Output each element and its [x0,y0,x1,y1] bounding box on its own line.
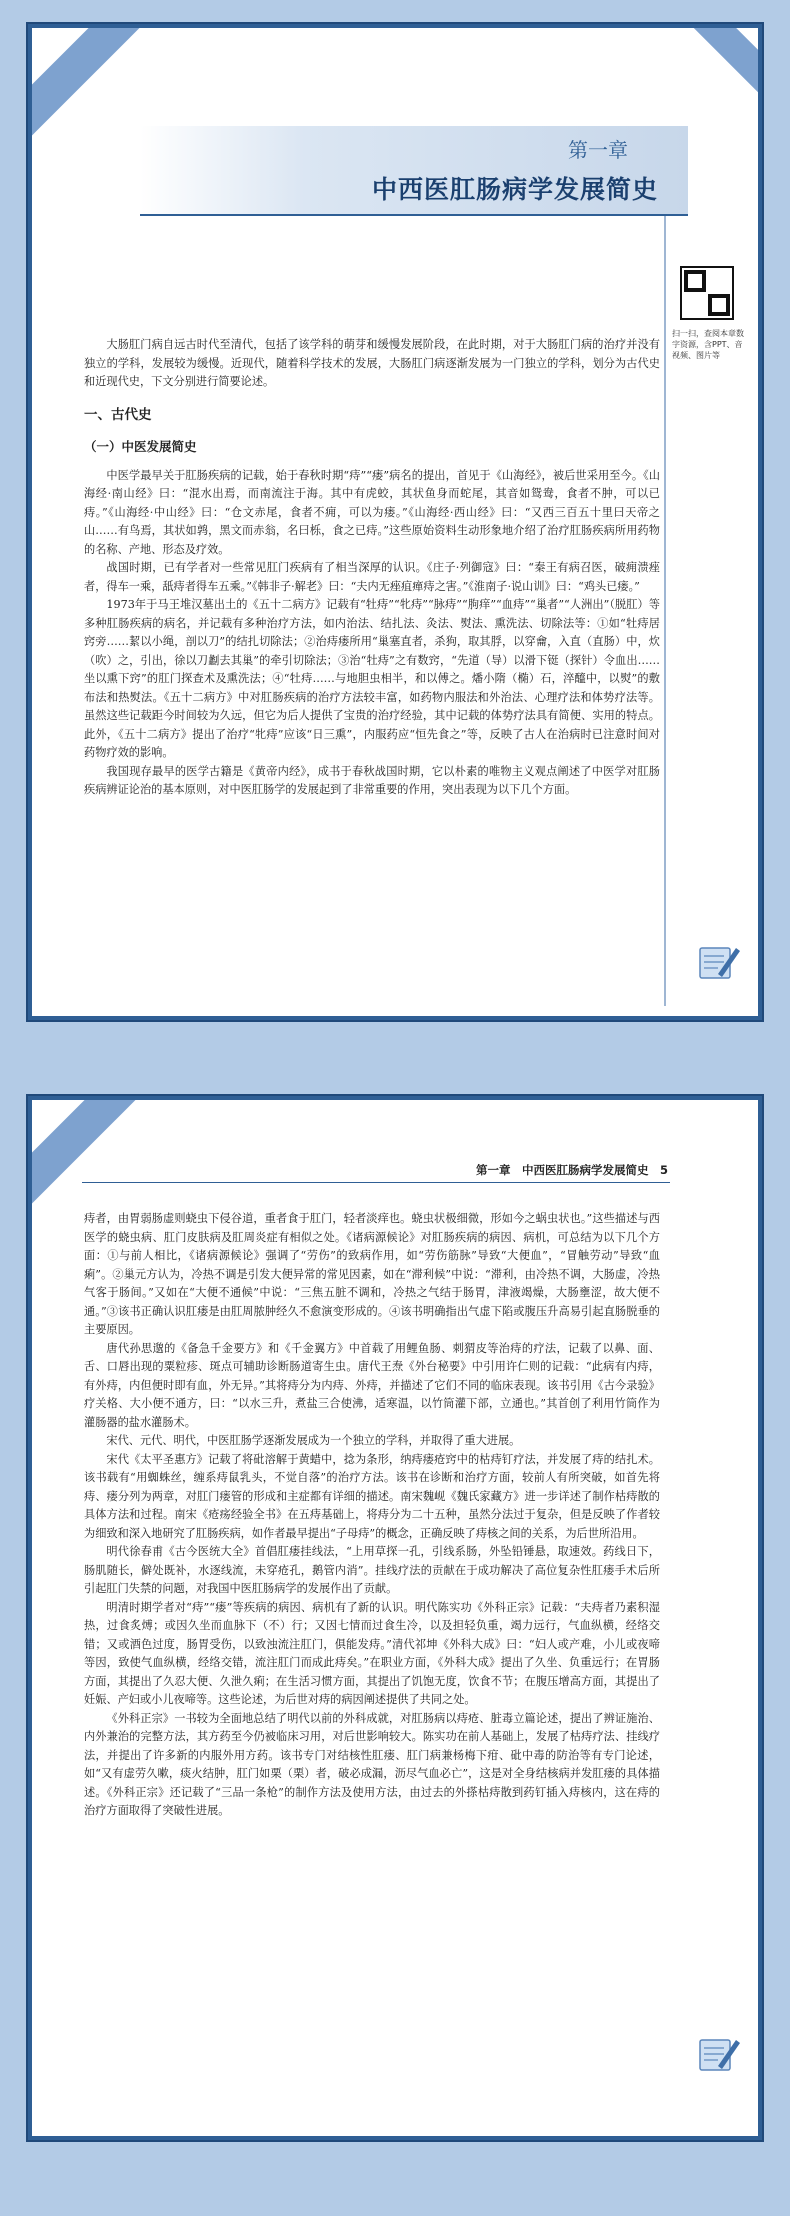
subsection-heading: （一）中医发展简史 [84,439,197,454]
page-1-body [84,336,660,800]
header-rule [82,1182,670,1183]
intro-paragraph: 大肠肛门病自远古时代至清代，包括了该学科的萌芽和缓慢发展阶段，在此时期，对于大肠肛门病的治疗并没有独立的学科，发展较为缓慢。近现代，随着科学技术的发展，大肠肛门病逐渐发展为一门独立的学科，划分为古代史和近现代史，下文分别进行简要论述。 [84,338,660,388]
notes-pencil-icon[interactable] [696,2034,742,2074]
body-paragraph: 我国现存最早的医学古籍是《黄帝内经》，成书于春秋战国时期，它以朴素的唯物主义观点阐述了中医学对肛肠疾病辨证论治的基本原则，对中医肛肠学的发展起到了非常重要的作用，突出表现为以下几个方面。 [84,764,660,796]
page-2-paper [32,1100,758,2136]
page-1-paper [32,28,758,1016]
qr-code-icon[interactable] [680,266,734,320]
notes-pencil-icon[interactable] [696,942,742,982]
chapter-title: 中西医肛肠病学发展简史 [371,175,658,204]
body-paragraph: 中医学最早关于肛肠疾病的记载，始于春秋时期“痔”“瘘”病名的提出，首见于《山海经》，被后世采用至今。《山海经·南山经》曰：“混水出焉，而南流注于海。其中有虎蛟，其状鱼身而蛇尾，其音如鸳鸯，食者不肿，可以已痔。”《山海经·中山经》曰：“仓文赤尾，食者不痈，可以为瘘。”《山海经·西山经》曰：“又西三百五十里曰天帝之山……有鸟焉，其状如鹑，黑文而赤翁，名曰栎，食之已痔。”这些原始资料生动形象地介绍了治疗肛肠疾病所用药物的名称、产地、形态及疗效。 [84,468,660,556]
corner-ribbon-decoration-right [637,28,758,140]
body-paragraph: 《外科正宗》一书较为全面地总结了明代以前的外科成就，对肛肠病以痔疮、脏毒立篇论述，提出了辨证施治、内外兼治的完整方法，其方药至今仍被临床习用，对后世影响较大。陈实功在前人基础上，发展了枯痔疗法、挂线疗法，并提出了许多新的内服外用方药。该书专门对结核性肛瘘、肛门病兼杨梅下疳、砒中毒的防治等有专门论述，如“又有虚劳久嗽，痰火结肿，肛门如栗（栗）者，破必成漏，沥尽气血必亡”，这是对全身结核病并发肛瘘的具体描述。《外科正宗》还记载了“三品一条枪”的制作方法及使用方法，由过去的外搽枯痔散到药钉插入痔核内，这在痔的治疗方面取得了突破性进展。 [84,1711,660,1817]
page-2 [26,1094,764,2142]
running-header: 第一章 中西医肛肠病学发展简史 5 [476,1163,668,1177]
body-paragraph: 痔者，由胃弱肠虚则蛲虫下侵谷道，重者食于肛门，轻者淡痒也。蛲虫状极细微，形如今之蜗虫状也。”这些描述与西医学的蛲虫病、肛门皮肤病及肛周炎症有相似之处。《诸病源候论》对肛肠疾病的病因、病机，可总结为以下几个方面：①与前人相比，《诸病源候论》强调了“劳伤”的致病作用，如“劳伤筋脉”导致“大便血”，“冒触劳动”导致“血痢”。②巢元方认为，冷热不调是引发大便异常的常见因素，如在“滞利候”中说：“滞利，由冷热不调，大肠虚，冷热气客于肠间。”又如在“大便不通候”中说：“三焦五脏不调和，冷热之气结于肠胃，津液竭燥，大肠壅涩，故大便不通。”③该书正确认识肛瘘是由肛周脓肿经久不愈演变形成的。④该书明确指出气虚下陷或腹压升高易引起直肠脱垂的主要原因。 [84,1212,660,1336]
body-paragraph: 1973年于马王堆汉墓出土的《五十二病方》记载有“牡痔”“牝痔”“脉痔”“朐痒”“血痔”“巢者”“人洲出”（脱肛）等多种肛肠疾病的病名，并记载有多种治疗方法，如内治法、结扎法、灸法、熨法、熏洗法、切除法等：①如“牡痔居窍旁……絜以小绳，剖以刀”的结扎切除法；②治痔瘘所用“巢塞直者，杀狗，取其脬，以穿龠，入直（直肠）中，炊（吹）之，引出，徐以刀劙去其巢”的牵引切除法；③治“牡痔”之有数窍，“先道（导）以滑下铤（探针）令血出……坐以熏下窍”的肛门探查术及熏洗法；④“牡痔……与地胆虫相半，和以傅之。燔小隋（椭）石，淬醯中，以熨”的敷布法和热熨法。《五十二病方》中对肛肠疾病的治疗方法较丰富，如药物内服法和外治法、心理疗法和体势疗法等。虽然这些记载距今时间较为久远，但它为后人提供了宝贵的治疗经验，其中记载的体势疗法具有简便、实用的特点。此外，《五十二病方》提出了治疗“牝痔”应该“日三熏”，内服药应“恒先食之”等，反映了古人在治病时已注意时间对药物疗效的影响。 [84,598,660,759]
body-paragraph: 明清时期学者对“痔”“瘘”等疾病的病因、病机有了新的认识。明代陈实功《外科正宗》记载：“夫痔者乃素积湿热，过食炙煿；或因久坐而血脉下（不）行；又因七情而过食生冷，以及担轻负重，竭力远行，气血纵横，经络交错；又或酒色过度，肠胃受伤，以致浊流注肛门，俱能发痔。”清代祁坤《外科大成》曰：“妇人或产难，小儿或夜啼等因，致使气血纵横，经络交错，流注肛门而成此痔矣。”在职业方面，《外科大成》提出了久坐、负重远行；在胃肠方面，其提出了久忍大便、久泄久痢；在生活习惯方面，其提出了饥饱无度，饮食不节；在腹压增高方面，其提出了妊娠、产妇或小儿夜啼等。这些论述，为后世对痔的病因阐述提供了共同之处。 [84,1600,660,1706]
body-paragraph: 战国时期，已有学者对一些常见肛门疾病有了相当深厚的认识。《庄子·列御寇》曰：“秦王有病召医，破痈溃痤者，得车一乘，舐痔者得车五乘。”《韩非子·解老》曰：“夫内无痤疽瘅痔之害。”《淮南子·说山训》曰：“鸡头已瘘。” [84,561,660,593]
chapter-header [140,126,688,216]
page-1 [26,22,764,1022]
page-2-body [84,1210,660,1821]
section-heading: 一、古代史 [84,406,152,423]
body-paragraph: 明代徐春甫《古今医统大全》首倡肛瘘挂线法，“上用草探一孔，引线系肠，外坠铅锤悬，取速效。药线日下，肠肌随长，僻处既补，水逐线流，未穿疮孔，鹅管内消”。挂线疗法的贡献在于成功解决了高位复杂性肛瘘手术后所引起肛门失禁的问题，对我国中医肛肠病学的发展作出了贡献。 [84,1545,660,1595]
sidebar-divider [664,216,666,1006]
qr-caption: 扫一扫，查阅本章数字资源，含PPT、音视频、图片等 [672,329,744,360]
body-paragraph: 唐代孙思邈的《备急千金要方》和《千金翼方》中首载了用鲤鱼肠、刺猬皮等治痔的疗法，记载了以鼻、面、舌、口唇出现的粟粒疹、斑点可辅助诊断肠道寄生虫。唐代王焘《外台秘要》中引用许仁则的记载：“此病有内痔，有外痔，内但便时即有血，外无异。”其将痔分为内痔、外痔，并描述了它们不同的临床表现。该书引用《古今录验》疗关格、大小便不通方，曰：“以水三升，煮盐三合使沸，适寒温，以竹筒灌下部，立通也。”其首创了利用竹筒作为灌肠器的盐水灌肠术。 [84,1341,660,1429]
chapter-number: 第一章 [568,138,628,162]
body-paragraph: 宋代、元代、明代，中医肛肠学逐渐发展成为一个独立的学科，并取得了重大进展。 [106,1434,521,1447]
body-paragraph: 宋代《太平圣惠方》记载了将砒溶解于黄蜡中，捻为条形，纳痔瘘疮窍中的枯痔钉疗法，并发展了痔的结扎术。该书载有“用蜘蛛丝，缠系痔鼠乳头，不觉自落”的治疗方法。该书在诊断和治疗方面，较前人有所突破，如首先将痔、瘘分列为两章，对肛门瘘管的形成和主症都有详细的描述。南宋魏岘《魏氏家藏方》进一步详述了制作枯痔散的具体方法和过程。南宋《疮疡经验全书》在五痔基础上，将痔分为二十五种，虽然分法过于复杂，但是反映了作者较为细致和深入地研究了肛肠疾病，如作者最早提出“子母痔”的概念，正确反映了痔核之间的关系，为后世所沿用。 [84,1452,660,1540]
